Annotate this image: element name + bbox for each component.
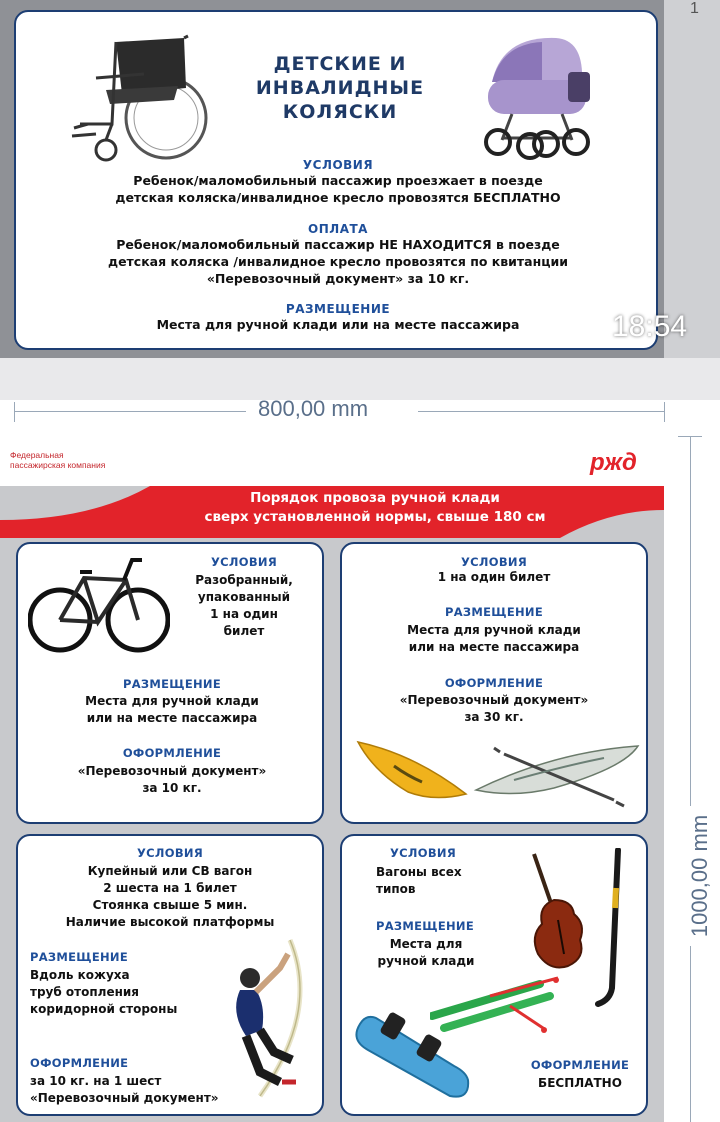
placement-heading: РАЗМЕЩЕНИЕ bbox=[122, 677, 221, 691]
title-line: ДЕТСКИЕ И bbox=[273, 53, 407, 75]
placement-heading: РАЗМЕЩЕНИЕ bbox=[285, 302, 391, 316]
company-line: Федеральная bbox=[10, 450, 64, 460]
height-dimension-label: 1000,00 mm bbox=[687, 814, 712, 938]
conditions-line: типов bbox=[376, 882, 416, 896]
docs-heading: ОФОРМЛЕНИЕ bbox=[444, 676, 544, 690]
side-number: 1 bbox=[690, 0, 699, 17]
bicycle-docs bbox=[16, 763, 328, 797]
placement-text: Места для ручной клади или на месте пассажира bbox=[156, 317, 520, 332]
conditions-line: 2 шеста на 1 билет bbox=[103, 881, 237, 895]
bicycle-placement bbox=[16, 693, 328, 727]
conditions-heading: УСЛОВИЯ bbox=[461, 555, 527, 569]
height-dimension-line bbox=[690, 436, 691, 806]
payment-line: «Перевозочный документ» за 10 кг. bbox=[206, 271, 470, 286]
title-line: КОЛЯСКИ bbox=[282, 101, 398, 123]
stroller-payment bbox=[16, 222, 660, 287]
placement-heading: РАЗМЕЩЕНИЕ bbox=[444, 605, 543, 619]
docs-heading: ОФОРМЛЕНИЕ bbox=[30, 1056, 129, 1070]
hockey-stick-icon bbox=[594, 848, 624, 1008]
sports-conditions bbox=[376, 864, 506, 898]
dimension-tick bbox=[678, 436, 702, 437]
conditions-line: билет bbox=[223, 624, 265, 638]
docs-line: БЕСПЛАТНО bbox=[538, 1076, 622, 1090]
bicycle-conditions bbox=[174, 572, 314, 640]
docs-line: «Перевозочный документ» bbox=[77, 764, 267, 778]
docs-line: за 10 кг. на 1 шест bbox=[30, 1074, 162, 1088]
sports-docs bbox=[520, 1075, 640, 1092]
stroller-conditions bbox=[16, 158, 660, 206]
docs-heading: ОФОРМЛЕНИЕ bbox=[530, 1058, 630, 1072]
side-strip bbox=[664, 0, 720, 358]
conditions-line: Купейный или СВ вагон bbox=[87, 864, 253, 878]
conditions-line: 1 на один билет bbox=[437, 570, 551, 584]
width-dimension-line bbox=[14, 411, 246, 412]
placement-line: ручной клади bbox=[377, 954, 475, 968]
docs-line: за 10 кг. bbox=[142, 781, 202, 795]
bicycle-icon bbox=[28, 550, 170, 660]
company-line: пассажирская компания bbox=[10, 460, 106, 470]
banner-line: сверх установленной нормы, свыше 180 см bbox=[204, 509, 546, 525]
baby-stroller-icon bbox=[472, 30, 602, 162]
conditions-line: Разобранный, bbox=[195, 573, 293, 587]
conditions-line: 1 на один bbox=[210, 607, 278, 621]
placement-heading: РАЗМЕЩЕНИЕ bbox=[30, 950, 129, 964]
banner-title bbox=[170, 489, 580, 527]
placement-line: коридорной стороны bbox=[30, 1002, 178, 1016]
wheelchair-icon bbox=[66, 28, 216, 166]
separator-band bbox=[0, 358, 720, 400]
dimension-tick bbox=[14, 402, 15, 422]
placement-line: труб отопления bbox=[30, 985, 139, 999]
pole-vaulter-icon bbox=[200, 932, 320, 1100]
width-dimension-label: 800,00 mm bbox=[258, 396, 369, 421]
svg-text:ржд: ржд bbox=[590, 449, 637, 476]
payment-line: Ребенок/маломобильный пассажир НЕ НАХОДИТСЯ в поезде bbox=[116, 237, 560, 252]
video-timestamp: 18:54 bbox=[612, 310, 688, 343]
payment-heading: ОПЛАТА bbox=[308, 222, 368, 236]
conditions-heading: УСЛОВИЯ bbox=[390, 846, 456, 860]
stroller-placement bbox=[16, 302, 660, 333]
width-dimension-line bbox=[418, 411, 664, 412]
cello-icon bbox=[524, 850, 590, 974]
docs-line: «Перевозочный документ» bbox=[399, 693, 589, 707]
conditions-line: Вагоны всех bbox=[376, 865, 462, 879]
kayak-icon bbox=[354, 732, 646, 812]
stroller-title bbox=[240, 52, 440, 124]
payment-line: детская коляска /инвалидное кресло провозятся по квитанции bbox=[107, 254, 569, 269]
docs-line: за 30 кг. bbox=[464, 710, 524, 724]
conditions-heading: УСЛОВИЯ bbox=[211, 555, 277, 569]
conditions-line: Стоянка свыше 5 мин. bbox=[92, 898, 248, 912]
conditions-line: Наличие высокой платформы bbox=[65, 915, 275, 929]
company-name bbox=[10, 450, 105, 470]
sports-placement bbox=[366, 936, 486, 970]
placement-line: Места для ручной клади bbox=[407, 623, 581, 637]
conditions-line: Ребенок/маломобильный пассажир проезжает в поезде bbox=[133, 173, 543, 188]
conditions-heading: УСЛОВИЯ bbox=[137, 846, 203, 860]
conditions-heading: УСЛОВИЯ bbox=[302, 158, 374, 172]
pole-placement bbox=[30, 967, 220, 1018]
kayak-placement bbox=[340, 622, 648, 656]
kayak-docs bbox=[340, 692, 648, 726]
dimension-tick bbox=[664, 402, 665, 422]
snowboard-icon bbox=[350, 1010, 474, 1100]
banner-line: Порядок провоза ручной клади bbox=[250, 490, 500, 506]
pole-conditions bbox=[16, 863, 324, 931]
conditions-line: детская коляска/инвалидное кресло провозятся БЕСПЛАТНО bbox=[115, 190, 561, 205]
rzd-logo-icon bbox=[588, 446, 654, 476]
title-line: ИНВАЛИДНЫЕ bbox=[255, 77, 425, 99]
kayak-conditions bbox=[340, 569, 648, 586]
placement-line: или на месте пассажира bbox=[86, 711, 258, 725]
placement-heading: РАЗМЕЩЕНИЕ bbox=[376, 919, 475, 933]
docs-heading: ОФОРМЛЕНИЕ bbox=[122, 746, 222, 760]
placement-line: Места для ручной клади bbox=[85, 694, 259, 708]
conditions-line: упакованный bbox=[197, 590, 291, 604]
height-dimension-line bbox=[690, 946, 691, 1122]
docs-line: «Перевозочный документ» bbox=[30, 1091, 219, 1105]
placement-line: Вдоль кожуха bbox=[30, 968, 130, 982]
placement-line: Места для bbox=[389, 937, 463, 951]
placement-line: или на месте пассажира bbox=[408, 640, 580, 654]
